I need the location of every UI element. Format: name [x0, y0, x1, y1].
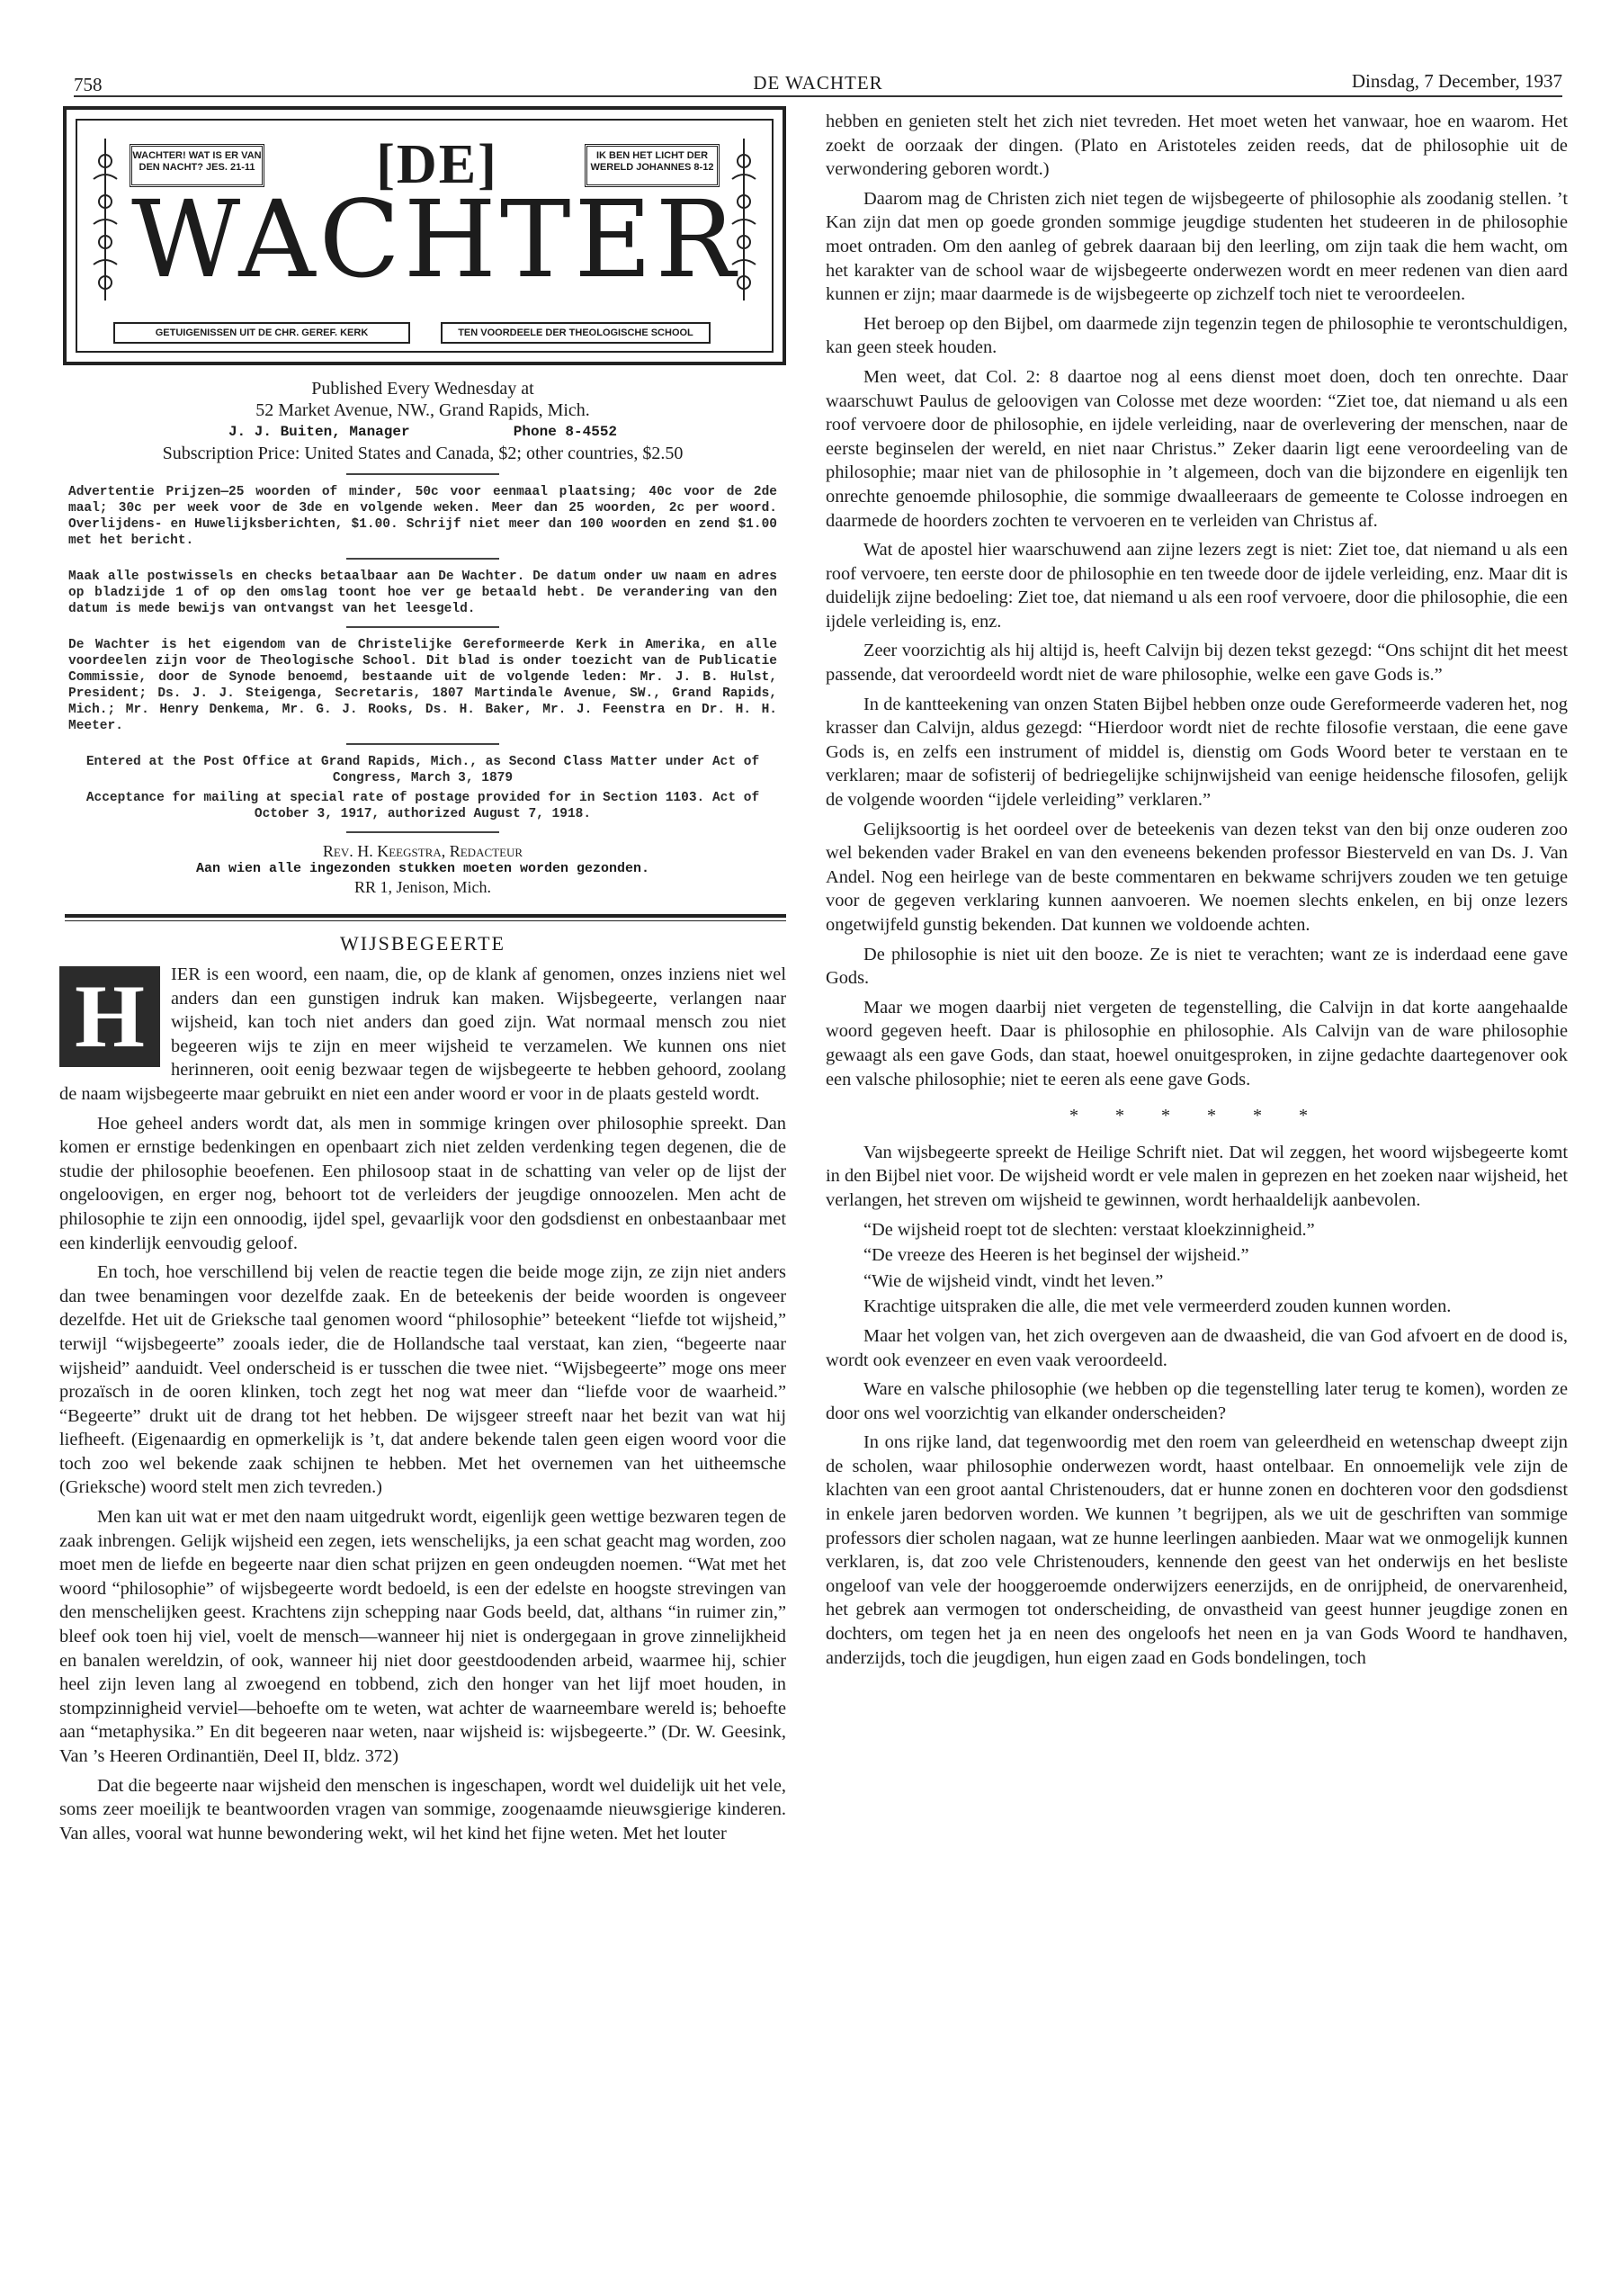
masthead-frame: [76, 119, 774, 353]
paragraph: Zeer voorzichtig als hij altijd is, heeft Calvijn bij dezen tekst gezegd: “Ons schijnt dit het meest passende, dat veroordeeld wordt niet de ware philosophie, welke een gave Gods is.”: [826, 641, 1568, 686]
floral-ornament-icon: [90, 139, 121, 300]
paragraph: Maar we mogen daarbij niet vergeten de tegenstelling, die Calvijn in dat korte aangehaalde woord gegeven heeft. Daar is philosophie en philosophie. Als Calvijn van de ware philosophie gewaagt als een gave Gods, dan staat, hoewel onuitgesproken, in zijne gedachte daartegenover ook een valsche philosophie; niet te eeren als eene gave Gods.: [826, 997, 1568, 1090]
left-column: [59, 106, 786, 1851]
editor-info: [59, 842, 786, 896]
paragraph: Dat die begeerte naar wijsheid den menschen is ingeschapen, wordt wel duidelijk uit het vele, soms zeer moeilijk te beantwoorden vragen van sommige, zoogenaamde nieuwsgierige kinderen. Van alles, vooral wat hunne bewondering wekt, wil het kind het fijne weten. Met het louter: [59, 1775, 786, 1843]
right-column: [826, 110, 1568, 1675]
motto-left: WACHTER! WAT IS ER VAN DEN NACHT? JES. 21-11: [130, 144, 264, 187]
editor-address: RR 1, Jenison, Mich.: [353, 878, 491, 896]
paragraph: Men kan uit wat er met den naam uitgedrukt wordt, eigenlijk geen wettige bezwaren tegen de zaak inbrengen. Gelijk wijsheid een zegen, iets wenschelijks, ja een schat geacht mag worden, zoo moet men de liefde en begeerte naar dien schat prijzen en geen ondeugden noemen. “Wat met het woord “philosophie” of wijsbegeerte wordt bedoeld, is een der edelste en hoogste strevingen van den menschelijken geest. Krachtens zijn schepping naar Gods beeld, dat, althans “in ruimer zin,” bleef ook toen hij viel, voelt de mensch—wanneer hij niet is ondergegaan in grove zinnelijkheid en banalen wereldzin, of ook, wanneer hij niet door geestdoodenden arbeid, waarmee hij, schier heel zijn leven lang al zwoegend en tobbend, zich den honger van het lijf moet houden, in stompzinnigheid verviel—behoefte om te weten, wat achter de waarneembare wereld is; behoefte aan “metaphysika.” En dit begeeren naar weten, naar wijsheid is: wijsbegeerte.” (Dr. W. Geesink, Van ’s Heeren Ordinantiën, Deel II, bldz. 372): [59, 1507, 786, 1766]
paragraph: Men weet, dat Col. 2: 8 daartoe nog al eens dienst moet doen, doch ten onrechte. Daar waarschuwt Paulus de geloovigen van Colosse met deze woorden: “Ziet toe, dat niemand u als een roof vervoere door de philosophie, en ijdele verleiding, naar de overlevering der menschen, naar de eerste beginselen der wereld, en niet naar Christus.” Zeker daarin ligt eene veroordeeling van de philosophie; maar niet van de philosophie in ’t algemeen, doch van die bijzondere en eigenlijk ten onrechte genoemde philosophie, die sommige dwaalleeraars de gemeente te Colosse indroegen en daarmede de hoorders zochten te vervoeren en te verleiden van Christus af.: [826, 366, 1568, 531]
acceptance-notice: Acceptance for mailing at special rate of postage provided for in Section 1103. Act of October 3, 1917, authorized August 7, 1918.: [85, 791, 760, 821]
header-rule: [74, 95, 1562, 97]
paragraph: Wat de apostel hier waarschuwend aan zijne lezers zegt is niet: Ziet toe, dat niemand u als een roof vervoere, ten eerste door de philosophie en ten tweede door de ijdele verleiding, enz. Maar dit is duidelijk zijne bedoeling: Ziet toe, dat niemand u als een roof vervoere, door die philosophie, die een ijdele verleiding is, enz.: [826, 540, 1568, 632]
masthead: [63, 106, 786, 365]
logo-de: [DE]: [376, 134, 498, 195]
page-number: 758: [74, 74, 103, 95]
paragraph: Het beroep op den Bijbel, om daarmede zijn tegenzin tegen de philosophie te verontschuldigen, kan geen steek houden.: [826, 313, 1568, 358]
pubinfo-line-2: 52 Market Avenue, NW., Grand Rapids, Mich.: [255, 400, 590, 420]
paragraph: Van wijsbegeerte spreekt de Heilige Schrift niet. Dat wil zeggen, het woord wijsbegeerte komt in den Bijbel niet voor. De wijsheid wordt er vele malen in geprezen en het zoeken naar wijsheid, het verlangen, het streven om wijsheid te gewinnen, wordt herhaaldelijk aanbevolen.: [826, 1142, 1568, 1210]
publication-info: [59, 378, 786, 464]
scripture-quote: “De wijsheid roept tot de slechten: verstaat kloekzinnigheid.”: [863, 1219, 1315, 1240]
article-title: WIJSBEGEERTE: [340, 932, 505, 955]
section-rule: [65, 914, 786, 921]
paragraph: Daarom mag de Christen zich niet tegen de wijsbegeerte of philosophie als zoodanig stellen. ’t Kan zijn dat men op goede gronden sommige jeugdige studenten het studeeren in de philosophie moet ontraden. Om den aanleg of gebrek daaraan bij den leerling, om zijn taak die hem wacht, om het karakter van de school waar de wijsbegeerte onderwezen wordt en meer redenen van dien aard kunnen er zijn; maar daarmede is de wijsbegeerte op zichzelf toch niet te veroordeelen.: [826, 188, 1568, 305]
divider: [346, 743, 499, 745]
running-header: [74, 67, 1562, 97]
section-separator: * * * * * *: [1069, 1106, 1324, 1126]
paragraph: Gelijksoortig is het oordeel over de beteekenis van dezen tekst van den bij onze ouderen zoo wel bekenden vader Brakel en van den eveneens bekenden professor Biesterveld en van Ds. J. Van Andel. Nog een heirlege van de beste commentaren en bekwame schrijvers zouden we ten getuige voor de gegeven verklaring kunnen aanvoeren. We noemen slechts enkelen, en bij onze lezers ongetwijfeld gunstig bekenden. Dat kunnen we voldoende achten.: [826, 819, 1568, 935]
advertising-notice: Advertentie Prijzen—25 woorden of minder, 50c voor eenmaal plaatsing; 40c voor de 2de maal; 30c per week voor de 3de en volgende weken. Meer dan 25 woorden, 2c per woord. Overlijdens- en Huwelijksberichten, $1.00. Schrijf niet meer dan 100 woorden en zend $1.00 met het bericht.: [68, 485, 777, 548]
paragraph: In de kantteekening van onzen Staten Bijbel hebben onze oude Gereformeerde vaderen het, nog krasser dan Calvijn, aldus gezegd: “Hierdoor wordt niet de rechte filosofie verstaan, die eene gave Gods is, en zelfs een instrument of middel is, dienstig om Gods Woord beter te verstaan en te verklaren; maar de sofisterij of bedriegelijke schijnwijsheid van eenige heidensche filosofen, gelijk de volgende woorden “ijdele verleiding” verklaren.”: [826, 694, 1568, 811]
logo-de-text: DE: [396, 134, 479, 195]
banner-left: GETUIGENISSEN UIT DE CHR. GEREF. KERK: [113, 322, 410, 344]
paragraph: Ware en valsche philosophie (we hebben op die tegenstelling later terug te komen), worden ze door ons wel voorzichtig van elkander onderscheiden?: [826, 1379, 1568, 1423]
editor-name: Rev. H. Keegstra, Redacteur: [322, 842, 523, 860]
article-body-left: [59, 963, 786, 1845]
paragraph: Krachtige uitspraken die alle, die met vele vermeerderd zouden kunnen worden.: [863, 1296, 1452, 1317]
divider: [346, 473, 499, 475]
paragraph: hebben en genieten stelt het zich niet tevreden. Het moet weten het vanwaar, hoe en waarom. Het zoekt de oorzaak der dingen. (Plato en Aristoteles zeiden reeds, dat de philosophie uit de verwondering geboren wordt.): [826, 112, 1568, 180]
article-body-right: [826, 110, 1568, 1670]
motto-right: IK BEN HET LICHT DER WERELD JOHANNES 8-12: [585, 144, 720, 187]
paragraph: [59, 963, 786, 1107]
entered-notice: Entered at the Post Office at Grand Rapids, Mich., as Second Class Matter under Act of Congress, March 3, 1879: [85, 755, 760, 785]
paragraph: En toch, hoe verschillend bij velen de reactie tegen die beide moge zijn, ze zijn niet anders dan twee benamingen voor dezelfde zaak. En de beteekenis der beide woorden is ongeveer dezelfde. Het uit de Grieksche taal genomen woord “philosophie” beteekent “liefde tot wijsheid,” terwijl “wijsbegeerte” zooals ieder, die de Hollandsche taal verstaat, kan zien, “begeerte naar wijsheid” aanduidt. Veel onderscheid is er tusschen die twee niet. “Wijsbegeerte” moge ons meer prozaïsch in de ooren klinken, toch zegt het nog wat meer dan “liefde voor de waarheid.” “Begeerte” drukt uit de drang tot het hebben. De wijsgeer streeft naar het bezit van wat hij liefheeft. (Eigenaardig en opmerkelijk is ’t, dat andere bekende talen geen eigen woord voor die toch zoo wel bekende zaak schijnen te hebben. Met het overnemen van het uitheemsche (Grieksche) woord stelt men zich tevreden.): [59, 1262, 786, 1498]
scripture-quote: “Wie de wijsheid vindt, vindt het leven.”: [863, 1270, 1164, 1291]
divider: [346, 831, 499, 833]
issue-date: Dinsdag, 7 December, 1937: [1351, 70, 1562, 92]
paragraph: In ons rijke land, dat tegenwoordig met den roem van geleerdheid en wetenschap dweept zijn de scholen, waar philosophie onderwezen wordt, haast ontelbaar. En onnoemelijk vele zijn de klachten van een groot aantal Christenouders, dat er hunne zonen en dochteren voor den godsdienst in enkele jaren bedorven worden. We kunnen ’t begrijpen, als we uit de geschriften van sommige professors dier scholen nagaan, wat ze hunne leerlingen aanbieden. Maar wat we onmogelijk kunnen verklaren, is, dat zoo vele Christenouders, kennende den geest van het onderwijs en het besliste ongeloof van vele der hooggeroemde onderwijzers eenerzijds, en de onrijpheid, de onervarenheid, het gebrek aan vermogen tot onderscheiding, de onvastheid van geest hunner jeugdige zonen en dochters, om tegen het ja en neen des ongeloofs het neen en ja van Gods Woord te handhaven, anderzijds, toch die jeugdigen, hun eigen zaad en Gods bondelingen, toch: [826, 1432, 1568, 1668]
divider: [346, 626, 499, 628]
banner-right: TEN VOORDEELE DER THEOLOGISCHE SCHOOL: [441, 322, 711, 344]
scripture-quote: “De vreeze des Heeren is het beginsel der wijsheid.”: [863, 1245, 1249, 1266]
pubinfo-line-4: Subscription Price: United States and Canada, $2; other countries, $2.50: [162, 444, 684, 463]
paragraph-text: IER is een woord, een naam, die, op de klank af genomen, onzes inziens niet wel anders dan een gunstigen indruk kan maken. Wijsbegeerte, verlangen naar wijsheid, kan toch niet anders dan goed zijn. Wat normaal mensch zou niet begeeren wijs te zijn en meer wijsheid te verzamelen. We kunnen ons niet herinneren, ooit eenig bezwaar tegen de wijsbegeerte te hebben gehoord, zoolang de naam wijsbegeerte maar gebruikt en niet een ander woord er voor in de plaats gesteld wordt.: [59, 964, 786, 1104]
ownership-notice: De Wachter is het eigendom van de Christelijke Gereformeerde Kerk in Amerika, en alle voordeelen zijn voor de Theologische School. Dit blad is onder toezicht van de Publicatie Commissie, door de Synode benoemd, bestaande uit de volgende leden: Mr. J. B. Hulst, President; Ds. J. J. Steigenga, Secretaris, 1807 Martindale Avenue, SW., Grand Rapids, Mich.; Mr. Henry Denkema, Mr. G. J. Rooks, Ds. H. Baker, Mr. J. Feenstra en Dr. H. H. Meeter.: [68, 638, 777, 733]
divider: [346, 558, 499, 560]
pubinfo-line-1: Published Every Wednesday at: [311, 379, 534, 399]
payment-notice: Maak alle postwissels en checks betaalbaar aan De Wachter. De datum onder uw naam en adres op bladzijde 1 of op den omslag toont hoe ver ge betaald hebt. De verandering van den datum is mede bewijs van ontvangst van het leesgeld.: [68, 570, 777, 616]
paragraph: Hoe geheel anders wordt dat, als men in sommige kringen over philosophie spreekt. Dan komen er ernstige bedenkingen en openbaart zich niet zelden verdenking tegen degenen, die de studie der philosophie beoefenen. Een philosoop staat in de schatting van veler op de lijst der ongeloovigen, en erger nog, behoort tot de verleiders der jeugdige onnoozelen. Men acht de philosophie te zijn een onnoodig, ijdel spel, gevaarlijk voor den godsdienst en onbestaanbaar met een kinderlijk eenvoudig geloof.: [59, 1113, 786, 1253]
logo-wachter: WACHTER: [131, 177, 739, 301]
pubinfo-line-3: J. J. Buiten, Manager Phone 8-4552: [228, 424, 618, 440]
paragraph: Maar het volgen van, het zich overgeven aan de dwaasheid, die van God afvoert en de dood is, wordt ook evenzeer en even vaak veroordeeld.: [826, 1325, 1568, 1370]
running-title: DE WACHTER: [753, 72, 883, 94]
paragraph: De philosophie is niet uit den booze. Ze is niet te verachten; want ze is inderdaad eene gave Gods.: [826, 944, 1568, 989]
drop-cap: H: [59, 966, 160, 1067]
editor-note: Aan wien alle ingezonden stukken moeten worden gezonden.: [195, 861, 650, 876]
